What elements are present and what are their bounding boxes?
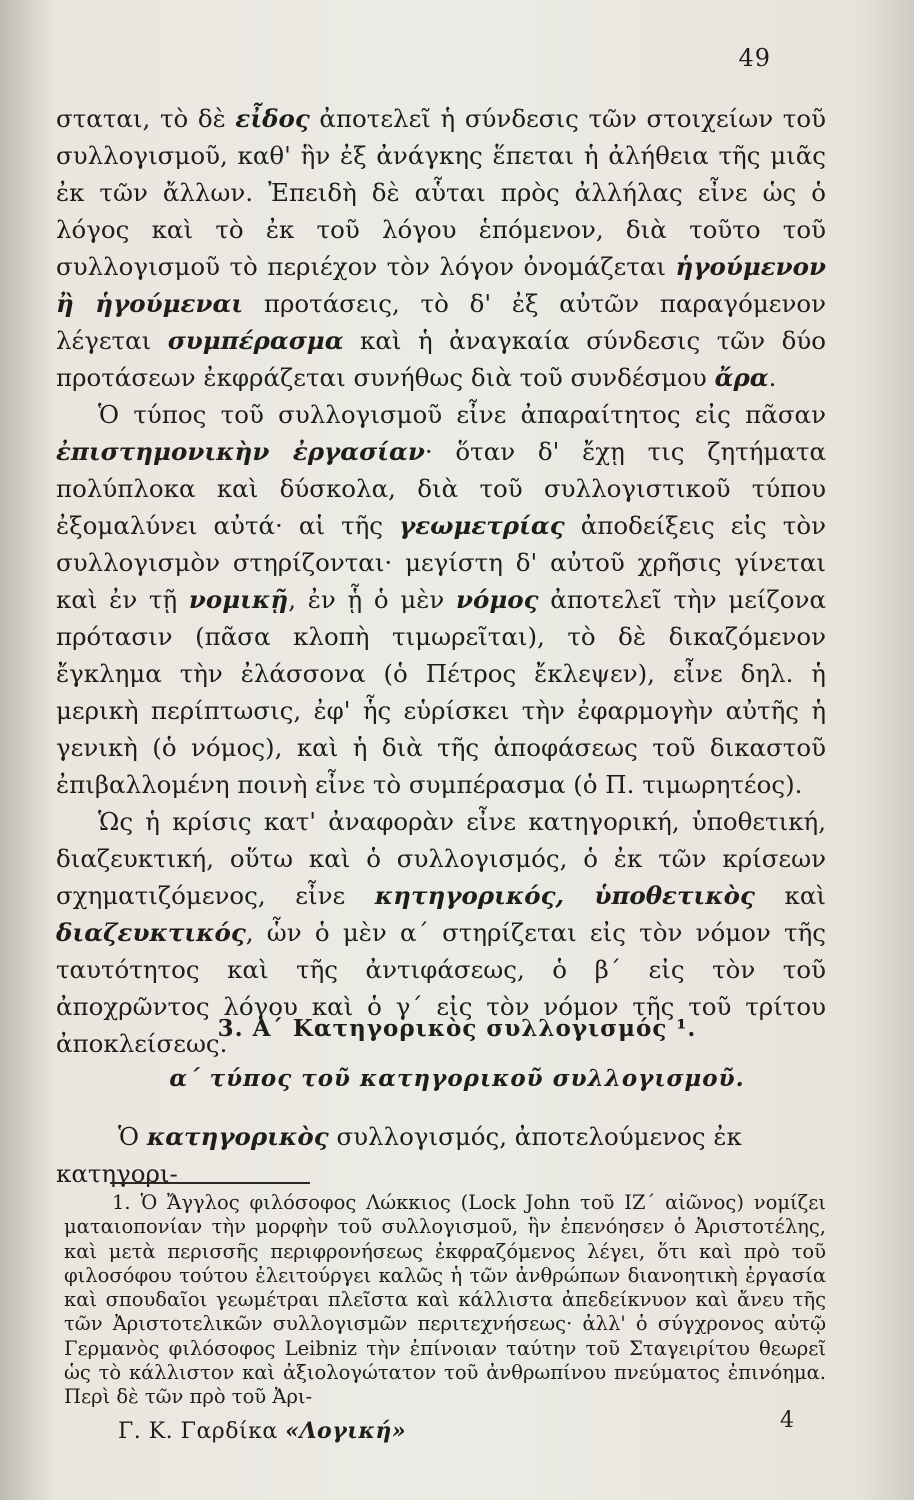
text-run: Ὁ τύπος τοῦ συλλογισμοῦ εἶνε ἀπαραίτητος εἰς πᾶσαν bbox=[98, 400, 826, 429]
section-heading: 3. Α΄ Κατηγορικὸς συλλογισμός ¹. bbox=[217, 1015, 697, 1042]
text-run: προτάσεις, τὸ δ' ἐξ αὐτῶν παραγόμενον λέγεται bbox=[56, 289, 826, 355]
text-run: Ὁ bbox=[118, 1122, 147, 1151]
text-run: συλλογισμός, ἀποτελούμενος ἐκ κατηγορι- bbox=[56, 1122, 742, 1188]
emphasis-text: νομικῇ bbox=[188, 585, 289, 614]
footer-author: Γ. Κ. Γαρδίκα bbox=[118, 1419, 278, 1444]
text-run: . bbox=[768, 363, 777, 392]
footer-title: «Λογική» bbox=[285, 1418, 407, 1444]
signature-mark: 4 bbox=[780, 1408, 794, 1433]
page-number: 49 bbox=[738, 44, 771, 72]
paragraph-2 bbox=[56, 396, 826, 803]
text-run: καὶ bbox=[754, 881, 826, 910]
text-run: , ἐν ᾗ ὁ μὲν bbox=[288, 585, 457, 614]
emphasis-text: κατηγορικὸς bbox=[146, 1122, 329, 1151]
page-footer bbox=[118, 1418, 406, 1444]
text-run: Ὡς ἡ κρίσις κατ' ἀναφορὰν εἶνε κατηγορική, ὑποθετική, διαζευκτική, οὕτω καὶ ὁ συλλογισμός, ὁ ἐκ τῶν κρίσεων σχηματιζόμενος, εἶνε bbox=[56, 807, 826, 910]
text-run: ἀποτελεῖ ἡ σύνδεσις τῶν στοιχείων τοῦ συλλογισμοῦ, καθ' ἣν ἐξ ἀνάγκης ἕπεται ἡ ἀλήθεια τῆς μιᾶς ἐκ τῶν ἄλλων. Ἐπειδὴ δὲ αὗται πρὸς ἀλλήλας εἶνε ὡς ὁ λόγος καὶ τὸ ἐκ τοῦ λόγου ἑπόμενον, διὰ τοῦτο τοῦ συλλογισμοῦ τὸ περιέχον τὸν λόγον ὀνομάζεται bbox=[56, 104, 826, 281]
text-run: ἀποδείξεις εἰς τὸν συλλογισμὸν στηρίζονται· μεγίστη δ' αὐτοῦ χρῆσις γίνεται καὶ ἐν τῇ bbox=[56, 511, 826, 614]
emphasis-text: νόμος bbox=[456, 585, 539, 614]
emphasis-text: διαζευκτικός bbox=[56, 918, 246, 947]
paragraph-4 bbox=[56, 1118, 826, 1192]
text-run: καὶ ἡ ἀναγκαία σύνδεσις τῶν δύο προτάσεων ἐκφράζεται συνήθως διὰ τοῦ συνδέσμου bbox=[56, 326, 826, 392]
subsection-heading: α΄ τύπος τοῦ κατηγορικοῦ συλλογισμοῦ. bbox=[169, 1065, 745, 1092]
emphasis-text: γεωμετρίας bbox=[399, 511, 565, 540]
emphasis-text: ἐπιστημονικὴν ἐργασίαν bbox=[56, 437, 425, 466]
footnote: 1. Ὁ Ἄγγλος φιλόσοφος Λώκκιος (Lock John τοῦ ΙΖ΄ αἰῶνος) νομίζει ματαιοπονίαν τὴν μορφὴν τοῦ συλλογισμοῦ, ἣν ἐπενόησεν ὁ Ἀριστοτέλης, καὶ μετὰ περισσῆς περιφρονήσεως ἐκφραζόμενος λέγει, ὅτι καὶ πρὸ τοῦ φιλοσόφου τούτου ἐλειτούργει καλῶς ἡ τῶν ἀνθρώπων διανοητικὴ ἐργασία καὶ σπουδαῖοι γεωμέτραι πλεῖστα καὶ κάλλιστα ἀπεδείκνυον καὶ ἄνευ τῆς τῶν Ἀριστοτελικῶν συλλογισμῶν περιτεχνήσεως· ἀλλ' ὁ σύγχρονος αὐτῷ Γερμανὸς φιλόσοφος Leibniz τὴν ἐπίνοιαν ταύτην τοῦ Σταγειρίτου θεωρεῖ ὡς τὸ κάλλιστον καὶ ἀξιολογώτατον τοῦ ἀνθρωπίνου πνεύματος ἐπινόημα. Περὶ δὲ τῶν πρὸ τοῦ Ἀρι- bbox=[64, 1191, 826, 1409]
paragraph-1 bbox=[56, 100, 826, 396]
main-text bbox=[56, 100, 826, 1062]
text-run: , ὧν ὁ μὲν α΄ στηρίζεται εἰς τὸν νόμον τῆς ταυτότητος καὶ τῆς ἀντιφάσεως, ὁ β΄ εἰς τὸν τοῦ ἀποχρῶντος λόγου καὶ ὁ γ΄ εἰς τὸν νόμον τῆς τοῦ τρίτου ἀποκλείσεως. bbox=[56, 918, 826, 1058]
emphasis-text: συμπέρασμα bbox=[167, 326, 344, 355]
text-run: σταται, τὸ δὲ bbox=[56, 104, 236, 133]
text-run: · ὅταν δ' ἔχῃ τις ζητήματα πολύπλοκα καὶ δύσκολα, διὰ τοῦ συλλογιστικοῦ τύπου ἐξομαλύνει αὐτά· αἱ τῆς bbox=[56, 437, 826, 540]
footnote-rule bbox=[110, 1182, 310, 1184]
emphasis-text: εἶδος bbox=[235, 104, 310, 133]
text-run: ἀποτελεῖ τὴν μείζονα πρότασιν (πᾶσα κλοπὴ τιμωρεῖται), τὸ δὲ δικαζόμενον ἔγκλημα τὴν ἐλάσσονα (ὁ Πέτρος ἔκλεψεν), εἶνε δηλ. ἡ μερικὴ περίπτωσις, ἐφ' ἧς εὑρίσκει τὴν ἐφαρμογὴν αὐτῆς ἡ γενικὴ (ὁ νόμος), καὶ ἡ διὰ τῆς ἀποφάσεως τοῦ δικαστοῦ ἐπιβαλλομένη ποινὴ εἶνε τὸ συμπέρασμα (ὁ Π. τιμωρητέος). bbox=[56, 585, 826, 799]
emphasis-text: κητηγορικός, ὑποθετικὸς bbox=[374, 881, 755, 910]
emphasis-text: ἡγούμενον ἢ ἡγούμεναι bbox=[56, 252, 826, 318]
emphasis-text: ἄρα bbox=[714, 363, 769, 392]
